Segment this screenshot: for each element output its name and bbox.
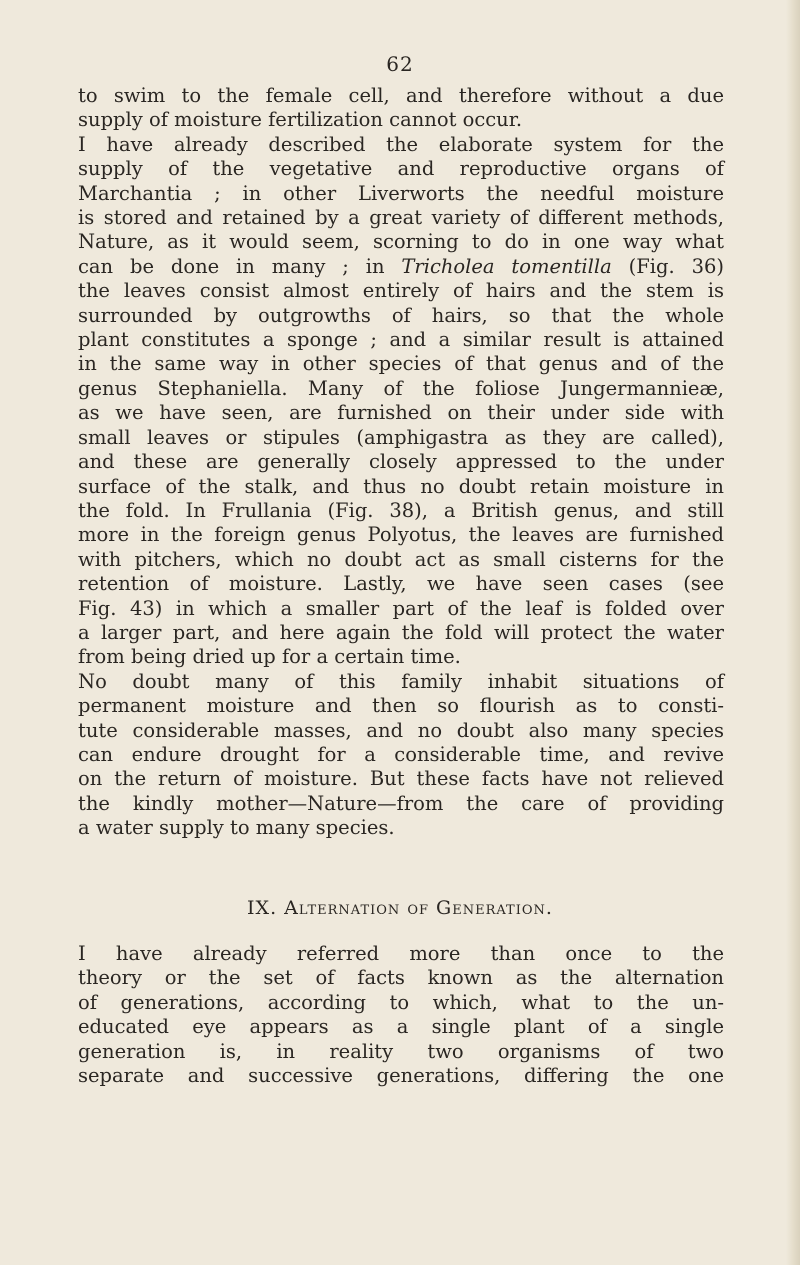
text-line: retention of moisture. Lastly, we have seen cases (see	[78, 572, 724, 596]
page-number: 62	[386, 52, 414, 76]
text-line: plant constitutes a sponge ; and a similar result is attained	[78, 328, 724, 352]
text-line: surface of the stalk, and thus no doubt retain moisture in	[78, 474, 724, 498]
text-line: can endure drought for a considerable time, and revive	[78, 742, 724, 766]
text-line: I have already referred more than once to the	[78, 942, 724, 965]
page-edge-shadow	[786, 0, 800, 1265]
text-line: in the same way in other species of that genus and of the	[78, 352, 724, 376]
paragraph-2	[78, 942, 724, 1088]
text-line: small leaves or stipules (amphigastra as they are called),	[78, 425, 724, 449]
text-line: of generations, according to which, what to the un-	[78, 990, 724, 1014]
text-line: Nature, as it would seem, scorning to do in one way what	[78, 230, 724, 254]
text-line: more in the foreign genus Polyotus, the leaves are furnished	[78, 523, 724, 547]
text-line: as we have seen, are furnished on their under side with	[78, 401, 724, 425]
text-line: with pitchers, which no doubt act as small cisterns for the	[78, 547, 724, 571]
text-line: surrounded by outgrowths of hairs, so that the whole	[78, 303, 724, 327]
text-line: is stored and retained by a great variety of different methods,	[78, 206, 724, 230]
text-line: from being dried up for a certain time.	[78, 645, 461, 669]
text-line: genus Stephaniella. Many of the foliose Jungermannieæ,	[78, 376, 724, 400]
text-line: separate and successive generations, differing the one	[78, 1064, 724, 1088]
text-line: on the return of moisture. But these facts have not relieved	[78, 767, 724, 791]
paragraph-1	[78, 84, 724, 841]
text-line: permanent moisture and then so flourish as to consti-	[78, 694, 724, 718]
text-line: a water supply to many species.	[78, 816, 395, 840]
text-line: the leaves consist almost entirely of hairs and the stem is	[78, 279, 724, 303]
text-line: educated eye appears as a single plant of a single	[78, 1015, 724, 1039]
text-line: Marchantia ; in other Liverworts the needful moisture	[78, 181, 724, 205]
text-line: to swim to the female cell, and therefore without a due	[78, 84, 724, 107]
text-line: supply of the vegetative and reproductive organs of	[78, 157, 724, 181]
text-line-with-taxon: can be done in many ; in Tricholea tomentilla (Fig. 36)	[78, 254, 724, 278]
text-line: No doubt many of this family inhabit situations of	[78, 669, 724, 693]
text-line: theory or the set of facts known as the alternation	[78, 966, 724, 990]
text-line: the fold. In Frullania (Fig. 38), a British genus, and still	[78, 498, 724, 522]
text-line: the kindly mother—Nature—from the care of providing	[78, 791, 724, 815]
italic-taxon-name: Tricholea tomentilla	[401, 254, 612, 278]
text-line: tute considerable masses, and no doubt also many species	[78, 718, 724, 742]
text-line: supply of moisture fertilization cannot occur.	[78, 108, 523, 132]
text-line: I have already described the elaborate system for the	[78, 132, 724, 156]
text-line: generation is, in reality two organisms of two	[78, 1039, 724, 1063]
text-line: Fig. 43) in which a smaller part of the leaf is folded over	[78, 596, 724, 620]
section-heading: IX. Alternation of Generation.	[247, 897, 553, 919]
text-line: and these are generally closely appressed to the under	[78, 450, 724, 474]
text-line: a larger part, and here again the fold will protect the water	[78, 620, 724, 644]
